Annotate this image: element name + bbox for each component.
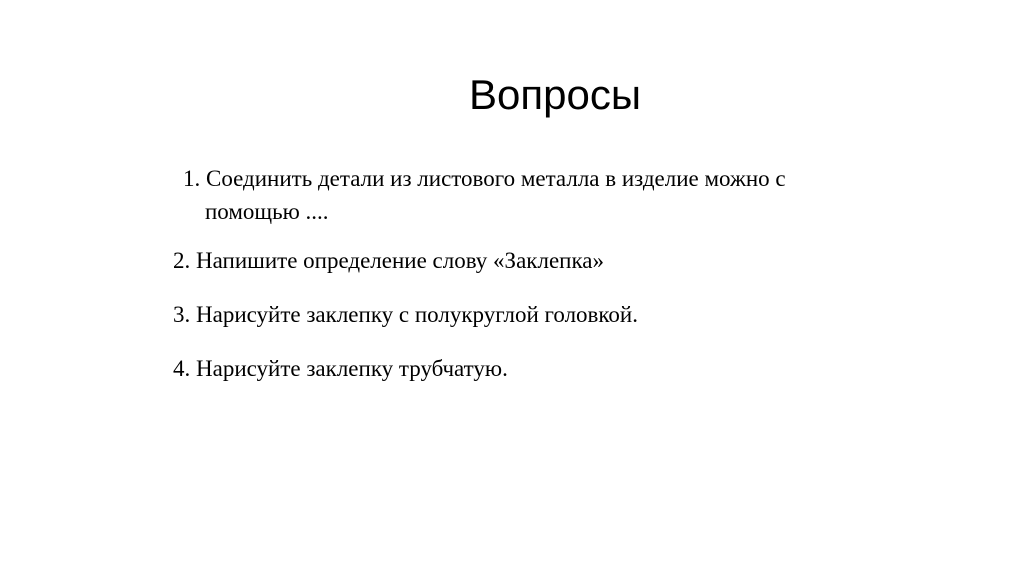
question-2: 2. Напишите определение слову «Заклепка» bbox=[173, 248, 604, 273]
slide-title: Вопросы bbox=[468, 71, 642, 118]
question-1 bbox=[183, 162, 863, 228]
question-1-line-1: 1. Соединить детали из листового металла в изделие можно с bbox=[183, 166, 786, 191]
question-1-line-2: помощью .... bbox=[205, 199, 329, 224]
question-3: 3. Нарисуйте заклепку с полукруглой головкой. bbox=[173, 302, 638, 327]
question-4: 4. Нарисуйте заклепку трубчатую. bbox=[173, 356, 508, 381]
